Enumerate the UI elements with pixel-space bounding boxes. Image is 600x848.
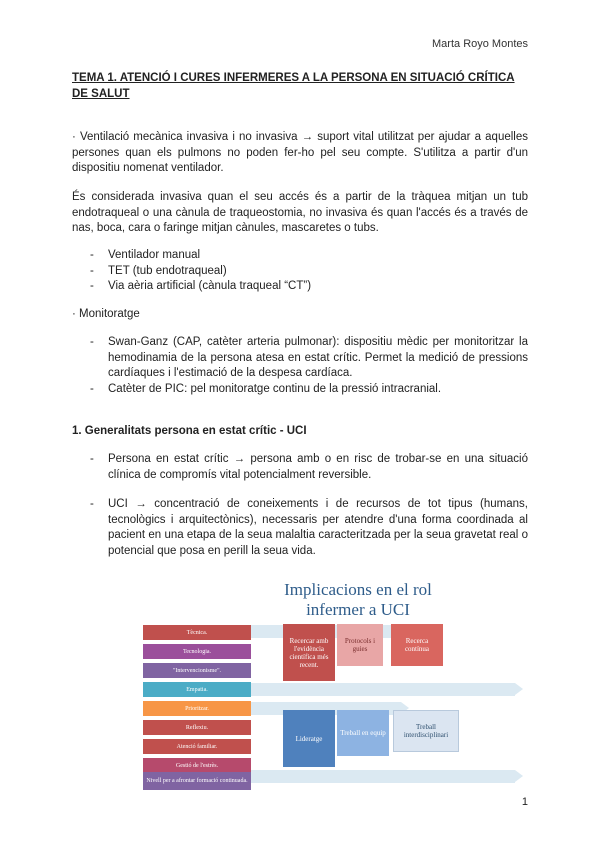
list-item: - Persona en estat crític → persona amb o en risc de trobar-se en una situació clínica de compromís vital potencialment reversible. — [72, 452, 528, 483]
bar-tecnica: Tècnica. — [143, 625, 251, 640]
paragraph-ventilation: · Ventilació mecànica invasiva i no invasiva → suport vital utilitzat per ajudar a aquelles persones quan els pulmons no poden fer-ho pel seu compte. S'utilitza a partir d'un dispositiu nomenat ventilador. — [72, 131, 528, 174]
bar-tecnologia: Tecnologia. — [143, 644, 251, 659]
box-lideratge: Lideratge — [283, 710, 335, 767]
infographic — [143, 572, 463, 782]
arrow-band — [251, 683, 515, 696]
list-item: - Ventilador manual — [72, 248, 528, 264]
bar-empatia: Empatia. — [143, 682, 251, 697]
box-recerca: Recerca contínua — [391, 624, 443, 666]
uci-list — [72, 452, 528, 559]
list-item: - Swan-Ganz (CAP, catèter arteria pulmonar): dispositiu mèdic per monitoritzar la hemodinamia de la persona atesa en estat crític. Permet la medició de pressions cardíaques i l'estimació de la despesa cardíaca. — [72, 335, 528, 382]
bar-gestio-estres: Gestió de l'estrès. — [143, 758, 251, 773]
box-evidencia: Recercar amb l'evidència científica més recent. — [283, 624, 335, 681]
paragraph-invasive: És considerada invasiva quan el seu accés és a partir de la tràquea mitjan un tub endotraqueal o una cànula de traqueostomia, no invasiva és quan l'accés és a través de nas, boca, cara o faringe mitjan cànules, mascaretes o tubs. — [72, 191, 528, 234]
bar-formacio: Nivell per a afrontar formació continuada. — [143, 772, 251, 790]
bar-intervencionisme: "Intervencionisme". — [143, 663, 251, 678]
list-item: - Via aèria artificial (cànula traqueal “CT”) — [72, 279, 528, 295]
box-protocols: Protocols i guies — [337, 624, 383, 666]
list-item: - Catèter de PIC: pel monitoratge continu de la pressió intracranial. — [72, 382, 528, 398]
list-item: - UCI → concentració de coneixements i de recursos de tot tipus (humans, tecnològics i arquitectònics), necessaris per atendre d'una forma coordinada al pacient en una etapa de la seua malaltia caracteritzada per la seua gravetat real o potencial que posa en perill la seua vida. — [72, 497, 528, 559]
box-interdisciplinari: Treball interdisciplinari — [393, 710, 459, 752]
bar-reflexiu: Reflexiu. — [143, 720, 251, 735]
bar-prioritzar: Prioritzar. — [143, 701, 251, 716]
monitoring-label: · Monitoratge — [72, 308, 140, 320]
document-title: TEMA 1. ATENCIÓ I CURES INFERMERES A LA PERSONA EN SITUACIÓ CRÍTICA DE SALUT — [72, 72, 515, 100]
bar-atencio-familiar: Atenció familiar. — [143, 739, 251, 754]
monitoring-list — [72, 335, 528, 397]
box-treball-equip: Treball en equip — [337, 710, 389, 756]
infographic-title: Implicacions en el rol infermer a UCI — [284, 580, 432, 619]
page-number: 1 — [521, 796, 528, 808]
list-item: - TET (tub endotraqueal) — [72, 264, 528, 280]
author-name: Marta Royo Montes — [432, 38, 528, 50]
arrow-band — [251, 770, 515, 783]
ventilation-list — [72, 248, 528, 295]
section-heading: 1. Generalitats persona en estat crític - UCI — [72, 425, 307, 437]
